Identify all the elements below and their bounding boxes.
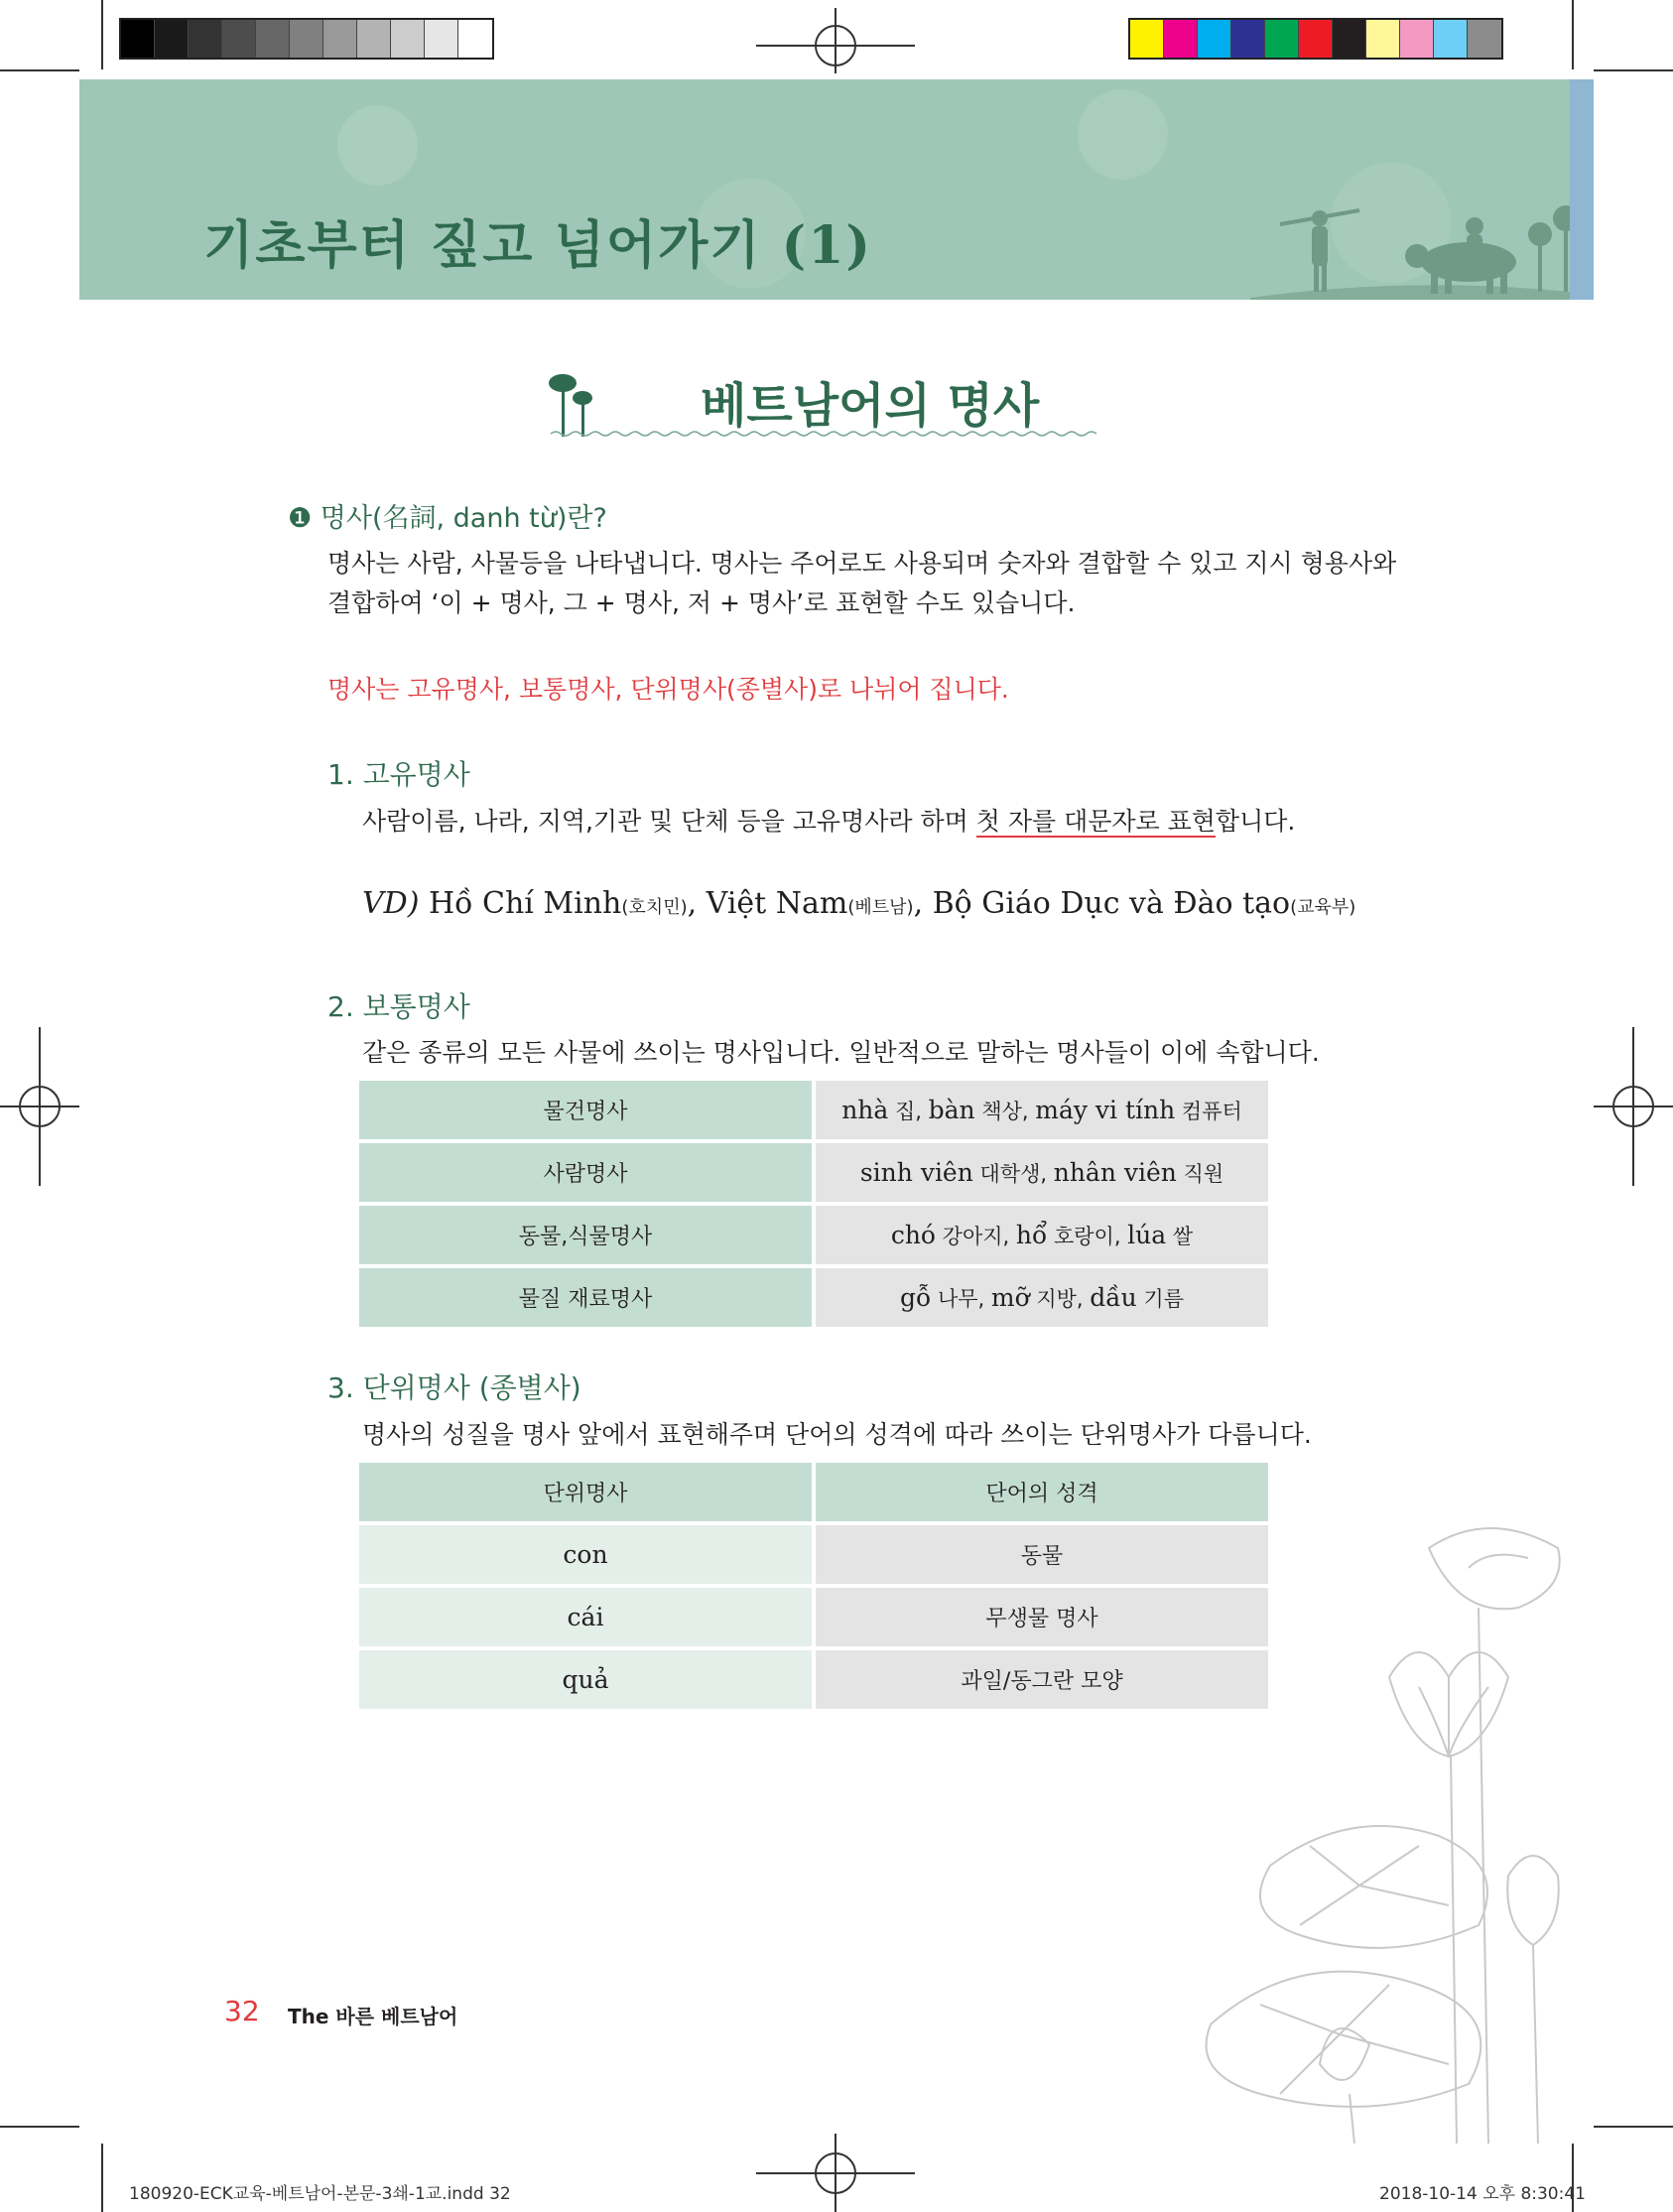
color-swatch <box>290 20 323 58</box>
description-text: 사람이름, 나라, 지역,기관 및 단체 등을 고유명사라 하며 <box>362 807 976 836</box>
registration-mark-bottom <box>756 2134 915 2212</box>
vietnamese-word: máy vi tính <box>1035 1095 1176 1124</box>
color-swatch <box>1231 20 1265 58</box>
print-timestamp: 2018-10-14 오후 8:30:41 <box>1379 2184 1586 2204</box>
color-swatch <box>391 20 425 58</box>
color-swatch <box>1400 20 1434 58</box>
registration-mark-top <box>756 8 915 73</box>
vietnamese-word: nhà <box>841 1095 889 1124</box>
korean-meaning: 지방, <box>1029 1286 1091 1311</box>
proper-noun-heading: 1. 고유명사 <box>327 758 470 791</box>
noun-types-note: 명사는 고유명사, 보통명사, 단위명사(종별사)로 나뉘어 집니다. <box>327 675 1009 704</box>
common-noun-table <box>359 1077 1268 1331</box>
unit-word: quả <box>359 1650 812 1709</box>
table-row <box>359 1143 1268 1202</box>
row-label: 물건명사 <box>359 1081 812 1139</box>
table-header-row <box>359 1463 1268 1521</box>
section-title: 베트남어의 명사 <box>701 378 1040 434</box>
korean-meaning: 직원 <box>1176 1161 1224 1186</box>
crop-mark <box>101 2144 103 2212</box>
registration-mark-left <box>0 1027 79 1186</box>
vietnamese-word: gỗ <box>900 1282 932 1312</box>
title-wavy-underline <box>551 429 1096 439</box>
unit-word: cái <box>359 1588 812 1646</box>
color-swatch <box>1164 20 1198 58</box>
vietnamese-word: hổ <box>1015 1220 1048 1249</box>
color-swatch <box>357 20 391 58</box>
korean-meaning: 컴퓨터 <box>1175 1099 1242 1123</box>
crop-mark <box>0 69 79 71</box>
table-row <box>359 1650 1268 1709</box>
vietnamese-word: lúa <box>1127 1220 1167 1249</box>
process-color-bar <box>1128 18 1503 60</box>
crop-mark <box>101 0 103 69</box>
registration-mark-right <box>1594 1027 1673 1186</box>
color-swatch <box>189 20 222 58</box>
gray-scale-bar <box>119 18 494 60</box>
vietnamese-word: dầu <box>1090 1282 1137 1312</box>
color-swatch <box>256 20 290 58</box>
file-info: 180920-ECK교육-베트남어-본문-3쇄-1교.indd 32 <box>129 2184 511 2204</box>
word-nature: 무생물 명사 <box>812 1588 1268 1646</box>
example-word: Hồ Chí Minh <box>428 886 622 921</box>
page-number: 32 <box>224 1995 260 2027</box>
color-swatch <box>1198 20 1231 58</box>
column-header: 단위명사 <box>359 1463 812 1521</box>
color-swatch <box>155 20 189 58</box>
korean-meaning: 나무, <box>931 1286 991 1311</box>
word-nature: 과일/동그란 모양 <box>812 1650 1268 1709</box>
vietnamese-word: sinh viên <box>859 1157 973 1187</box>
color-swatch <box>1366 20 1400 58</box>
underlined-text: 첫 자를 대문자로 표현 <box>975 807 1216 836</box>
color-swatch <box>1468 20 1501 58</box>
book-title: The 바른 베트남어 <box>288 2005 458 2028</box>
row-examples <box>812 1081 1268 1139</box>
example-word: , Việt Nam <box>687 886 848 921</box>
row-label: 사람명사 <box>359 1143 812 1202</box>
unit-noun-heading: 3. 단위명사 (종별사) <box>327 1371 581 1404</box>
description-text: 합니다. <box>1215 807 1296 836</box>
color-swatch <box>458 20 492 58</box>
common-noun-description: 같은 종류의 모든 사물에 쓰이는 명사입니다. 일반적으로 말하는 명사들이 이에 속합니다. <box>362 1038 1320 1067</box>
row-examples <box>812 1143 1268 1202</box>
noun-definition-paragraph <box>327 544 1396 623</box>
korean-meaning: 호랑이, <box>1047 1224 1128 1248</box>
example-translation: (교육부) <box>1290 897 1356 918</box>
row-examples <box>812 1268 1268 1327</box>
korean-meaning: 강아지, <box>935 1224 1016 1248</box>
color-swatch <box>1130 20 1164 58</box>
crop-mark <box>1594 69 1673 71</box>
color-swatch <box>323 20 357 58</box>
table-row <box>359 1206 1268 1264</box>
lotus-flower-illustration-icon <box>1191 1508 1588 2144</box>
proper-noun-example <box>362 886 1355 921</box>
word-nature: 동물 <box>812 1525 1268 1584</box>
crop-mark <box>0 2126 79 2128</box>
row-label: 물질 재료명사 <box>359 1268 812 1327</box>
unit-noun-description: 명사의 성질을 명사 앞에서 표현해주며 단어의 성격에 따라 쓰이는 단위명사가 다릅니다. <box>362 1420 1312 1449</box>
korean-meaning: 집, <box>888 1099 929 1123</box>
proper-noun-description <box>362 802 1295 842</box>
table-row <box>359 1588 1268 1646</box>
example-translation: (호치민) <box>621 897 688 918</box>
farmer-buffalo-silhouette-icon <box>1250 189 1570 300</box>
paragraph-line: 명사는 사람, 사물등을 나타냅니다. 명사는 주어로도 사용되며 숫자와 결합할 수 있고 지시 형용사와 <box>327 549 1397 578</box>
table-row <box>359 1081 1268 1139</box>
unit-word: con <box>359 1525 812 1584</box>
common-noun-heading: 2. 보통명사 <box>327 990 470 1023</box>
korean-meaning: 쌀 <box>1166 1224 1194 1248</box>
crop-mark <box>1594 2126 1673 2128</box>
korean-meaning: 책상, <box>974 1099 1036 1123</box>
color-swatch <box>1434 20 1468 58</box>
example-prefix: VD) <box>362 886 429 921</box>
table-row <box>359 1268 1268 1327</box>
korean-meaning: 대학생, <box>972 1161 1054 1186</box>
color-swatch <box>425 20 458 58</box>
example-word: , Bộ Giáo Dục và Đào tạo <box>913 886 1291 921</box>
paragraph-line: 결합하여 ‘이 + 명사, 그 + 명사, 저 + 명사’로 표현할 수도 있습니다. <box>327 588 1076 617</box>
noun-definition-heading: ❶ 명사(名詞, danh từ)란? <box>288 503 607 534</box>
color-swatch <box>1299 20 1333 58</box>
vietnamese-word: bàn <box>928 1095 975 1124</box>
row-examples <box>812 1206 1268 1264</box>
palm-tree-icon <box>548 367 597 437</box>
vietnamese-word: chó <box>890 1220 936 1249</box>
table-row <box>359 1525 1268 1584</box>
header-title: 기초부터 짚고 넘어가기 (1) <box>203 215 873 276</box>
column-header: 단어의 성격 <box>812 1463 1268 1521</box>
vietnamese-word: mỡ <box>990 1282 1030 1312</box>
example-translation: (베트남) <box>847 897 914 918</box>
color-swatch <box>1265 20 1299 58</box>
korean-meaning: 기름 <box>1136 1286 1184 1311</box>
color-swatch <box>1333 20 1366 58</box>
color-swatch <box>222 20 256 58</box>
color-swatch <box>121 20 155 58</box>
header-band-edge <box>1570 79 1594 300</box>
crop-mark <box>1572 0 1574 69</box>
vietnamese-word: nhân viên <box>1053 1157 1177 1187</box>
unit-noun-table <box>359 1459 1268 1713</box>
row-label: 동물,식물명사 <box>359 1206 812 1264</box>
